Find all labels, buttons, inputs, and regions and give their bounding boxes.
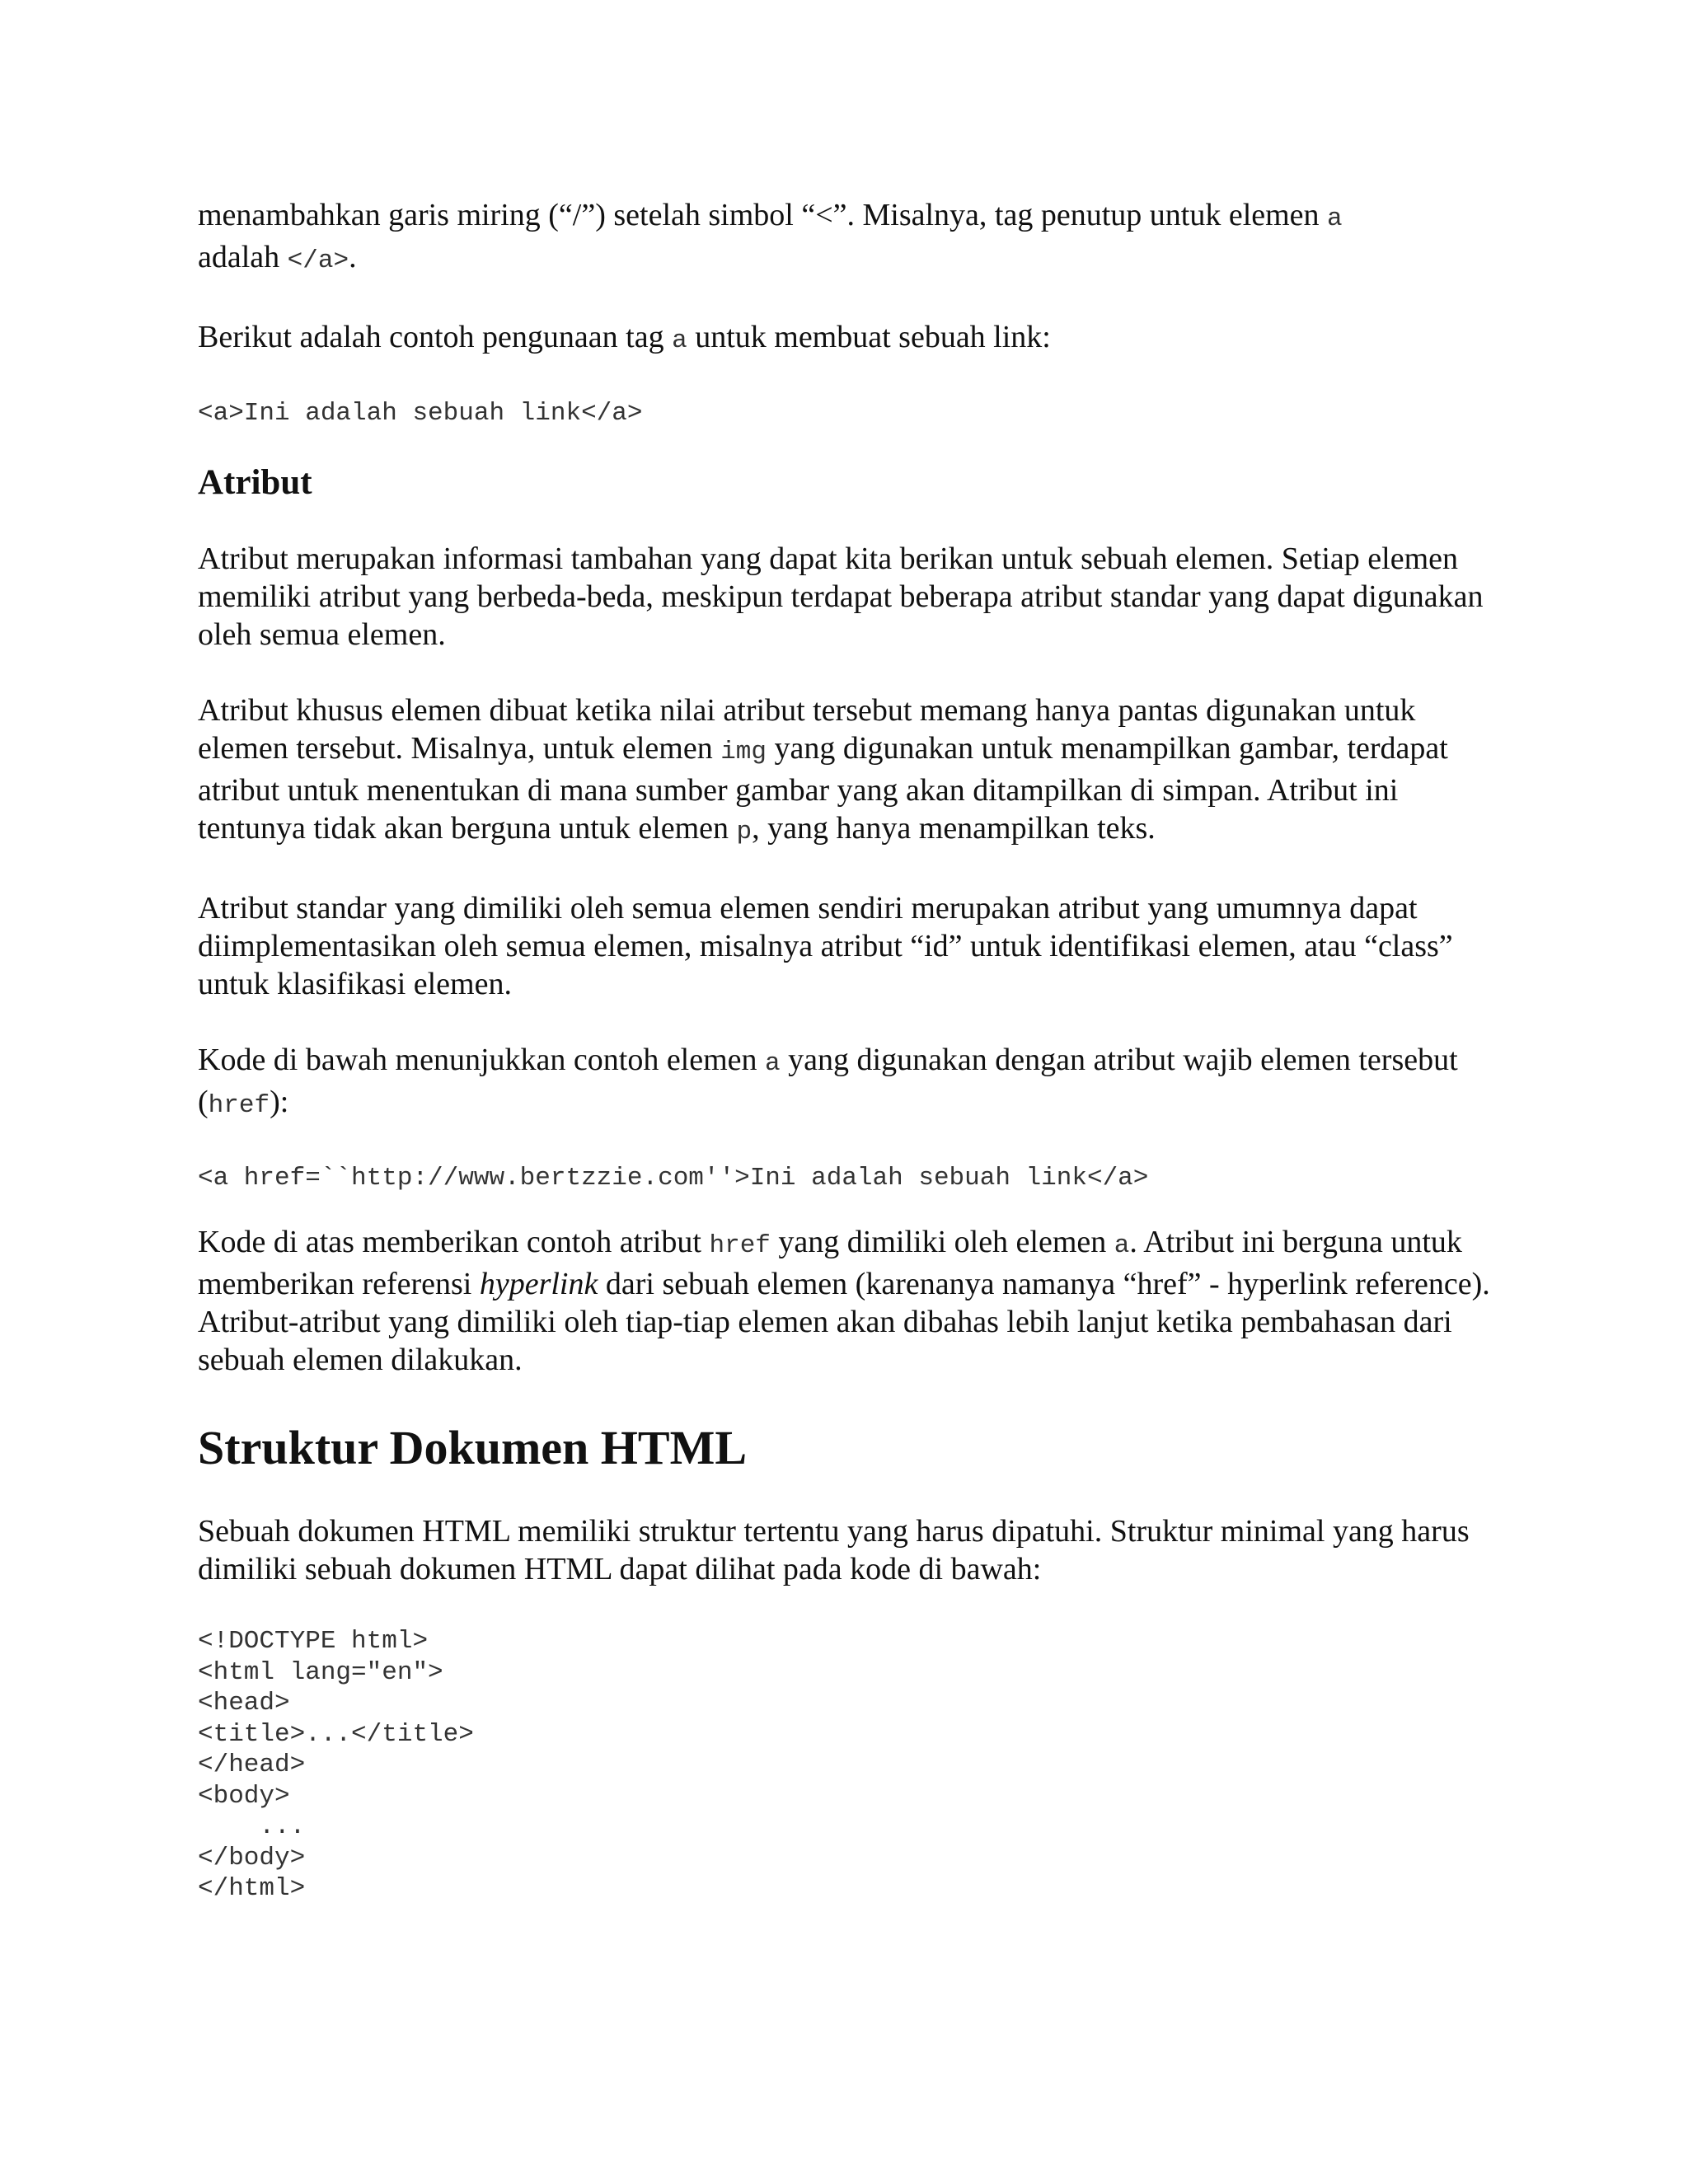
- paragraph-text: dari sebuah elemen (karenanya namanya “href” - hyperlink reference). Atribut-atribut yang dimiliki oleh tiap-tiap elemen akan dibahas lebih lanjut ketika pembahasan dari sebuah elemen dilakukan.: [198, 1267, 1490, 1377]
- paragraph-text: menambahkan garis miring (“/”) setelah simbol “<”. Misalnya, tag penutup untuk elemen: [198, 198, 1328, 232]
- paragraph-text: , yang hanya menampilkan teks.: [752, 810, 1156, 846]
- paragraph-text: Berikut adalah contoh pengunaan tag: [198, 320, 673, 354]
- paragraph-text: yang dimiliki oleh elemen: [770, 1225, 1114, 1259]
- emphasis-text: hyperlink: [479, 1267, 598, 1301]
- paragraph-link-example: [198, 318, 1500, 360]
- document-page: [198, 196, 1500, 1905]
- paragraph-atribut-intro: Atribut merupakan informasi tambahan yang dapat kita berikan untuk sebuah elemen. Setiap elemen memiliki atribut yang berbeda-beda, meskipun terdapat beberapa atribut standar yang dapat digunakan oleh semua elemen.: [198, 541, 1484, 652]
- paragraph-href-intro: [198, 1041, 1500, 1125]
- section-heading-struktur: Struktur Dokumen HTML: [198, 1421, 748, 1474]
- paragraph-href-explain: [198, 1223, 1500, 1379]
- code-block-href: <a href=``http://www.bertzzie.com''>Ini adalah sebuah link</a>: [198, 1163, 1149, 1193]
- paragraph-struktur-intro: Sebuah dokumen HTML memiliki struktur tertentu yang harus dipatuhi. Struktur minimal yang harus dimiliki sebuah dokumen HTML dapat dilihat pada kode di bawah:: [198, 1514, 1470, 1586]
- paragraph-text: ):: [270, 1084, 289, 1119]
- inline-code: a: [1327, 204, 1343, 233]
- paragraph-atribut-khusus: [198, 691, 1500, 851]
- paragraph-text: untuk membuat sebuah link:: [687, 320, 1051, 354]
- inline-code: p: [736, 817, 753, 846]
- inline-code: href: [208, 1090, 270, 1120]
- inline-code: a: [1114, 1231, 1130, 1260]
- paragraph-text: Kode di atas memberikan contoh atribut: [198, 1225, 710, 1259]
- code-block-html-structure: <!DOCTYPE html> <html lang="en"> <head> <title>...</title> </head> <body> ... </body> </html>: [198, 1627, 474, 1903]
- paragraph-text: .: [349, 240, 357, 274]
- paragraph-text: . Atribut ini berguna untuk memberikan referensi: [198, 1225, 1462, 1301]
- inline-code: a: [672, 326, 687, 355]
- paragraph-text: adalah: [198, 240, 288, 274]
- paragraph-text: yang digunakan untuk menampilkan gambar, terdapat atribut untuk menentukan di mana sumber gambar yang akan ditampilkan di simpan. Atribut ini tentunya tidak akan berguna untuk elemen: [198, 730, 1448, 846]
- paragraph-atribut-standar: Atribut standar yang dimiliki oleh semua elemen sendiri merupakan atribut yang umumnya dapat diimplementasikan oleh semua elemen, misalnya atribut “id” untuk identifikasi elemen, atau “class” untuk klasifikasi elemen.: [198, 890, 1453, 1001]
- paragraph-closing-tag: [198, 196, 1500, 280]
- paragraph-text: Atribut khusus elemen dibuat ketika nilai atribut tersebut memang hanya pantas digunakan untuk elemen tersebut. Misalnya, untuk elemen: [198, 692, 1416, 766]
- inline-code: a: [765, 1048, 781, 1078]
- paragraph-text: yang digunakan dengan atribut wajib elemen tersebut (: [198, 1042, 1458, 1119]
- section-heading-atribut: Atribut: [198, 462, 312, 502]
- inline-code: href: [709, 1231, 771, 1260]
- code-block-link: <a>Ini adalah sebuah link</a>: [198, 399, 643, 428]
- inline-code: img: [720, 737, 767, 766]
- paragraph-text: Kode di bawah menunjukkan contoh elemen: [198, 1042, 766, 1077]
- inline-code: </a>: [287, 246, 349, 275]
